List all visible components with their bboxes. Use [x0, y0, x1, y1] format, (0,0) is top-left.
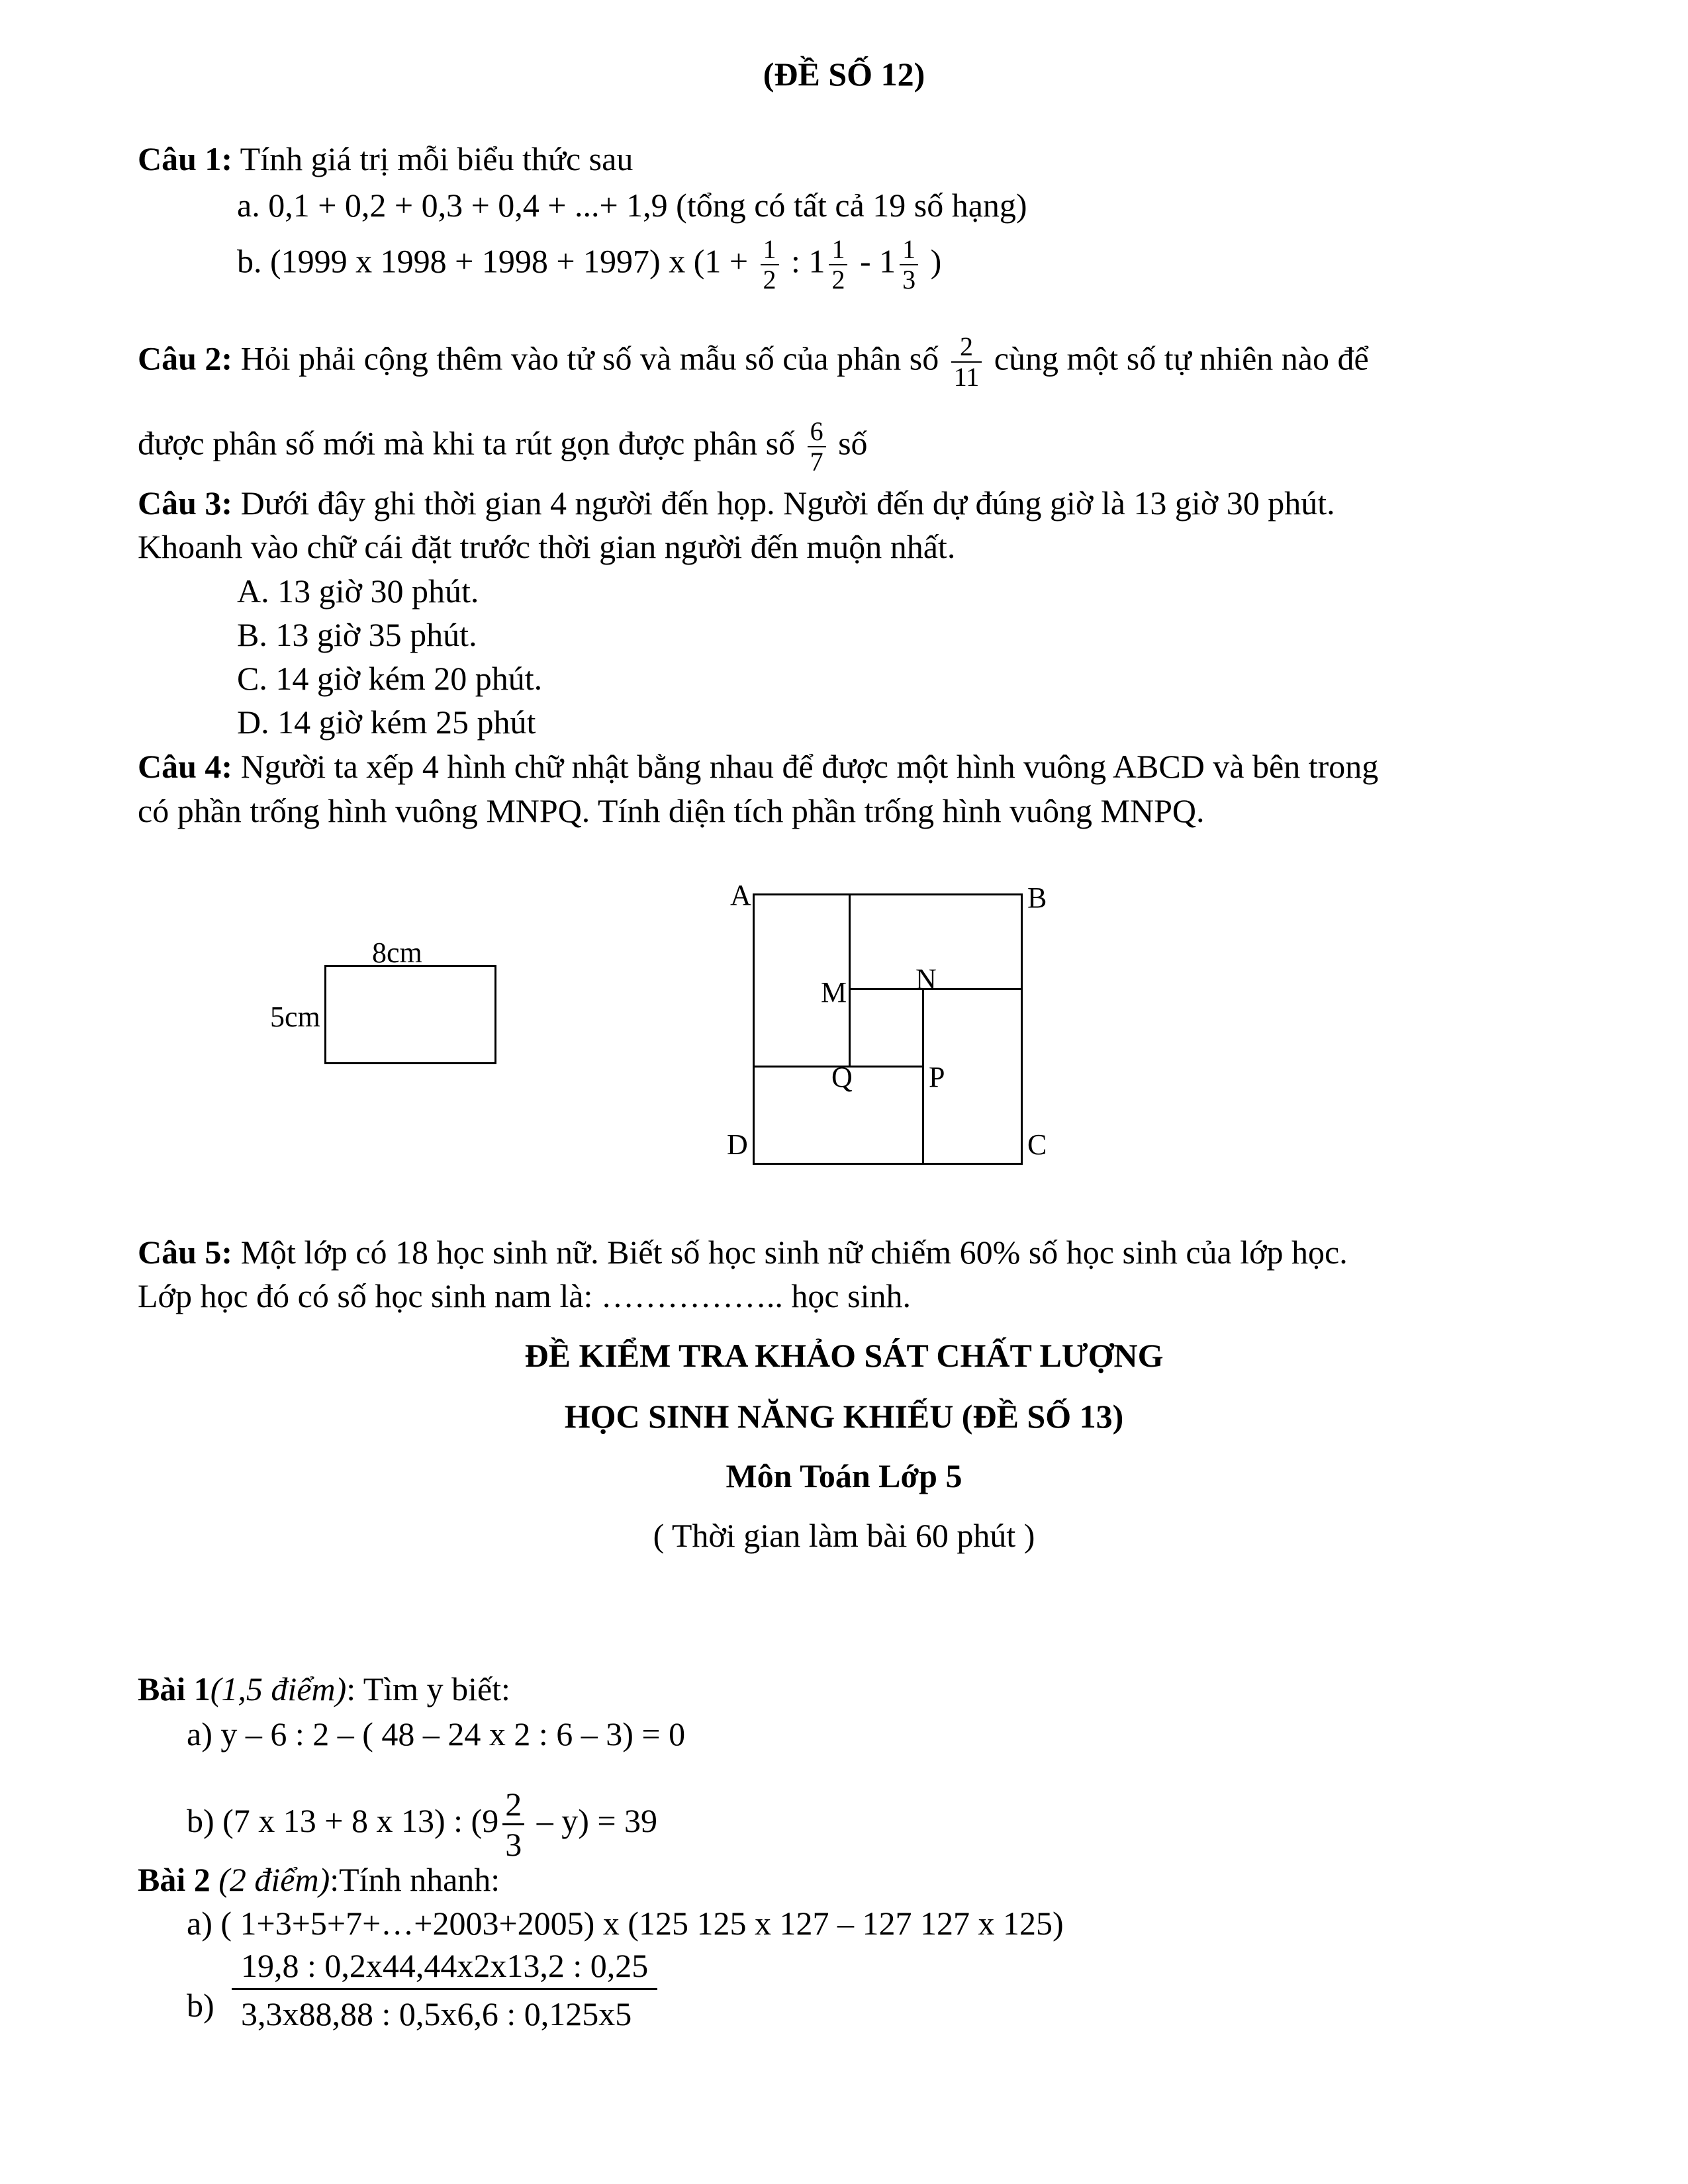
bai2-b-label: b) — [187, 1987, 214, 2024]
q5-line-1 — [138, 1232, 1348, 1272]
bai2-line — [138, 1860, 500, 1899]
label-a: A — [730, 879, 751, 911]
numerator: 2 — [502, 1785, 524, 1825]
q3-option-d: D. 14 giờ kém 25 phút — [237, 704, 536, 741]
rect-width-label: 8cm — [372, 936, 422, 969]
q2-line-2-text: được phân số mới mà khi ta rút gọn được phân số — [138, 424, 804, 462]
bai2-points: (2 điểm) — [210, 1861, 330, 1898]
q4-text-1: Người ta xếp 4 hình chữ nhật bằng nhau để được một hình vuông ABCD và bên trong — [232, 748, 1379, 785]
q1-b-fraction-3 — [900, 235, 918, 295]
denominator: 3 — [505, 1826, 522, 1863]
q1-b — [237, 235, 941, 295]
bai1-points: (1,5 điểm) — [210, 1670, 347, 1707]
q1-line — [138, 139, 633, 179]
q1-text: Tính giá trị mỗi biểu thức sau — [232, 140, 633, 177]
numerator: 2 — [951, 332, 982, 363]
denominator: 3 — [902, 265, 916, 295]
bai1-label: Bài 1 — [138, 1670, 211, 1707]
q1-a: a. 0,1 + 0,2 + 0,3 + 0,4 + ...+ 1,9 (tổng có tất cả 19 số hạng) — [237, 187, 1027, 224]
q3-text-1: Dưới đây ghi thời gian 4 người đến họp. Người đến dự đúng giờ là 13 giờ 30 phút. — [232, 484, 1335, 522]
numerator: 1 — [761, 235, 779, 265]
q2-line-2-end: số — [829, 424, 868, 462]
q4-line-1 — [138, 747, 1378, 786]
q3-option-a: A. 13 giờ 30 phút. — [237, 572, 479, 610]
denominator: 2 — [763, 265, 776, 295]
q5-text-1: Một lớp có 18 học sinh nữ. Biết số học sinh nữ chiếm 60% số học sinh của lớp học. — [232, 1234, 1348, 1271]
q4-line-2: có phần trống hình vuông MNPQ. Tính diện tích phần trống hình vuông MNPQ. — [138, 792, 1205, 829]
label-m: M — [821, 976, 847, 1009]
q3-option-b: B. 13 giờ 35 phút. — [237, 616, 477, 653]
q3-line-2: Khoanh vào chữ cái đặt trước thời gian người đến muộn nhất. — [138, 528, 956, 565]
exam13-title-1: ĐỀ KIỂM TRA KHẢO SÁT CHẤT LƯỢNG — [524, 1337, 1164, 1374]
exam13-subject: Môn Toán Lớp 5 — [726, 1457, 962, 1494]
q1-b-fraction-1 — [761, 235, 779, 295]
q2-text-1: Hỏi phải cộng thêm vào tử số và mẫu số của phân số — [232, 340, 947, 377]
q2-text-2: cùng một số tự nhiên nào để — [986, 340, 1369, 377]
bai2-b-denominator: 3,3x88,88 : 0,5x6,6 : 0,125x5 — [241, 1995, 632, 2032]
q2-fraction-2-11 — [951, 332, 982, 392]
denominator: 7 — [810, 447, 823, 477]
q2-fraction-6-7 — [808, 417, 826, 477]
q1-b-mid1: : 1 — [782, 242, 825, 280]
q3-label: Câu 3: — [138, 484, 233, 522]
q5-line-2: Lớp học đó có số học sinh nam là: …………….. học sinh. — [138, 1277, 911, 1314]
bai1-b-prefix: b) (7 x 13 + 8 x 13) : (9 — [187, 1801, 499, 1839]
q3-option-c: C. 14 giờ kém 20 phút. — [237, 660, 543, 697]
bai2-b-fraction — [232, 1946, 657, 2034]
line-top-left-rect-edge — [849, 893, 851, 1068]
q1-b-mid2: - 1 — [851, 242, 896, 280]
label-q: Q — [831, 1061, 853, 1093]
bai2-a: a) ( 1+3+5+7+…+2003+2005) x (125 125 x 127 – 127 127 x 125) — [187, 1905, 1064, 1942]
bai1-b-fraction — [502, 1785, 524, 1864]
bai2-label: Bài 2 — [138, 1861, 211, 1898]
bai2-b-numerator: 19,8 : 0,2x44,44x2x13,2 : 0,25 — [232, 1946, 657, 1990]
bai1-b — [187, 1785, 657, 1864]
q2-label: Câu 2: — [138, 340, 233, 377]
label-b: B — [1027, 882, 1047, 914]
q1-b-fraction-2 — [829, 235, 847, 295]
denominator: 2 — [831, 265, 845, 295]
q3-line-1 — [138, 483, 1335, 523]
label-p: P — [929, 1061, 945, 1093]
q1-label: Câu 1: — [138, 140, 233, 177]
numerator: 6 — [808, 417, 826, 447]
label-c: C — [1027, 1128, 1047, 1161]
label-d: D — [727, 1128, 748, 1161]
label-n: N — [915, 963, 937, 995]
denominator: 11 — [953, 362, 980, 392]
rect-height-label: 5cm — [270, 1001, 320, 1033]
square-abcd — [753, 893, 1023, 1165]
rectangle-8x5 — [324, 965, 496, 1064]
bai1-line — [138, 1669, 510, 1709]
numerator: 1 — [829, 235, 847, 265]
bai2-text: :Tính nhanh: — [330, 1861, 500, 1898]
line-bottom-right-rect-edge — [922, 988, 924, 1165]
q2-line-1 — [138, 332, 1369, 392]
bai1-text: : Tìm y biết: — [346, 1670, 510, 1707]
q1-b-prefix: b. (1999 x 1998 + 1998 + 1997) x (1 + — [237, 242, 757, 280]
exam13-title-2: HỌC SINH NĂNG KHIẾU (ĐỀ SỐ 13) — [564, 1398, 1124, 1435]
q4-label: Câu 4: — [138, 748, 233, 785]
exam13-time: ( Thời gian làm bài 60 phút ) — [653, 1517, 1035, 1554]
q1-b-suffix: ) — [922, 242, 942, 280]
numerator: 1 — [900, 235, 918, 265]
q2-line-2 — [138, 417, 868, 477]
bai1-b-suffix: – y) = 39 — [528, 1801, 658, 1839]
q5-label: Câu 5: — [138, 1234, 233, 1271]
heading-de-so-12: (ĐỀ SỐ 12) — [763, 56, 925, 93]
bai1-a: a) y – 6 : 2 – ( 48 – 24 x 2 : 6 – 3) = 0 — [187, 1715, 686, 1752]
